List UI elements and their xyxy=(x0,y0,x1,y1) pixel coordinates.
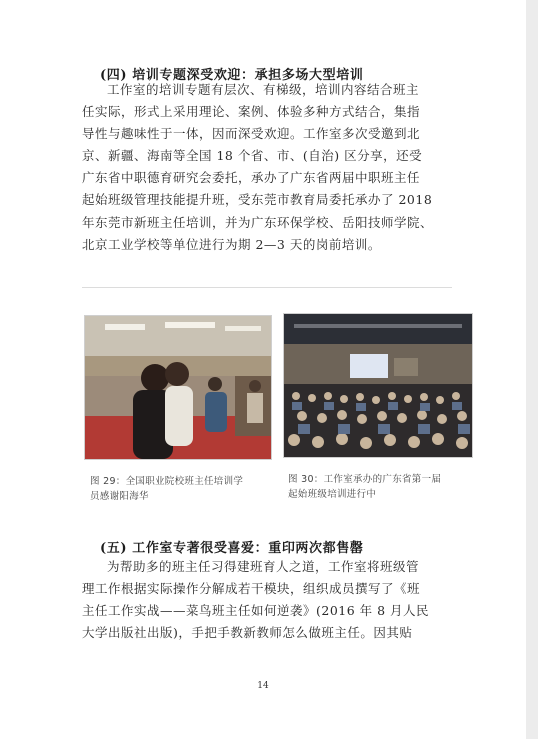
paragraph-line: 理工作根据实际操作分解成若干模块，组织成员撰写了《班 xyxy=(82,581,421,597)
paragraph-line: 主任工作实战——菜鸟班主任如何逆袭》(2016 年 8 月人民 xyxy=(82,603,430,619)
paragraph-line: 京、新疆、海南等全国 18 个省、市、(自治) 区分享，还受 xyxy=(82,148,423,164)
page-number: 14 xyxy=(257,681,269,691)
section-heading-4: (四) 培训专题深受欢迎：承担多场大型培训 xyxy=(100,68,364,83)
figure-30-caption xyxy=(288,472,468,502)
paragraph-line: 广东省中职德育研究会委托，承办了广东省两届中职班主任 xyxy=(82,170,421,186)
section-heading-5: (五) 工作室专著很受喜爱：重印两次都售罄 xyxy=(100,541,364,556)
viewer-margin xyxy=(526,0,538,739)
caption-line: 员感谢阳海华 xyxy=(90,491,149,502)
divider xyxy=(82,287,452,288)
figure-30-photo xyxy=(283,313,473,458)
figure-29-photo xyxy=(84,315,272,460)
figure-29-caption xyxy=(90,474,270,504)
paragraph-line: 任实际，形式上采用理论、案例、体验多种方式结合，集指 xyxy=(82,104,421,120)
paragraph-line: 工作室的培训专题有层次、有梯级，培训内容结合班主 xyxy=(107,82,420,97)
caption-line: 图 30：工作室承办的广东省第一届 xyxy=(288,474,442,485)
section-4-paragraph xyxy=(82,79,462,256)
paragraph-line: 北京工业学校等单位进行为期 2—3 天的岗前培训。 xyxy=(82,236,381,252)
caption-line: 图 29：全国职业院校班主任培训学 xyxy=(90,476,244,487)
paragraph-line: 为帮助多的班主任习得建班育人之道，工作室将班级管 xyxy=(107,559,420,574)
paragraph-line: 大学出版社出版)，手把手教新教师怎么做班主任。因其贴 xyxy=(82,625,413,641)
section-5-paragraph xyxy=(82,556,462,644)
paragraph-line: 起始班级管理技能提升班，受东莞市教育局委托承办了 2018 xyxy=(82,192,433,208)
caption-line: 起始班级培训进行中 xyxy=(288,489,377,500)
paragraph-line: 年东莞市新班主任培训，并为广东环保学校、岳阳技师学院、 xyxy=(82,214,434,230)
paragraph-line: 导性与趣味性于一体，因而深受欢迎。工作室多次受邀到北 xyxy=(82,126,421,142)
